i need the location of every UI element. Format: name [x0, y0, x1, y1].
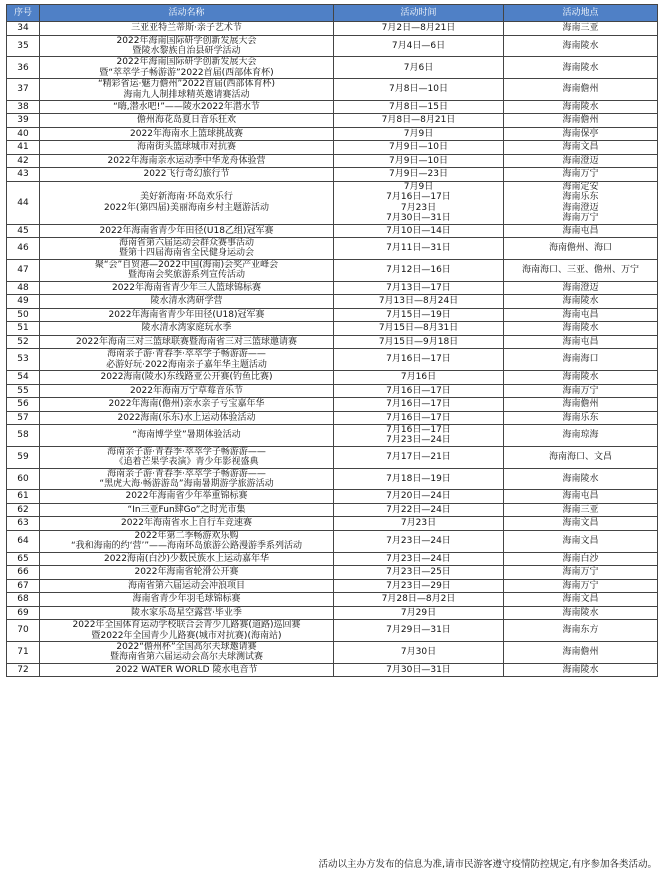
- row-number: 64: [7, 530, 40, 552]
- row-event-name: 2022飞行奇幻旅行节: [40, 168, 334, 182]
- row-event-place: 海南万宁: [504, 579, 658, 593]
- row-event-place: 海南陵水: [504, 663, 658, 677]
- row-event-place: 海南陵水: [504, 57, 658, 79]
- footer-note: 活动以主办方发布的信息为准,请市民游客遵守疫情防控规定,有序参加各类活动。: [318, 859, 657, 870]
- row-event-time: 7月12日—16日: [334, 259, 504, 281]
- row-number: 50: [7, 308, 40, 322]
- row-number: 44: [7, 181, 40, 224]
- table-row: [7, 468, 658, 490]
- row-event-name: 2022年海南省轮滑公开赛: [40, 566, 334, 580]
- row-event-time: 7月10日—14日: [334, 224, 504, 238]
- row-event-name: 2022年海南省青少年田径(U18)冠军赛: [40, 308, 334, 322]
- table-row: [7, 224, 658, 238]
- table-row: [7, 517, 658, 531]
- row-event-name: 2022年第二季畅游欢乐购 “我和海南的约‘营’”——海南环岛旅游公路漫游季系列活动: [40, 530, 334, 552]
- row-event-name: 美好新海南·环岛欢乐行 2022年(第四届)美丽海南乡村主题游活动: [40, 181, 334, 224]
- row-number: 46: [7, 238, 40, 260]
- event-table: [6, 4, 658, 677]
- row-number: 71: [7, 642, 40, 664]
- table-row: [7, 566, 658, 580]
- row-number: 49: [7, 295, 40, 309]
- row-event-name: 2022年海南水上篮球挑战赛: [40, 127, 334, 141]
- table-row: [7, 620, 658, 642]
- row-number: 51: [7, 322, 40, 336]
- row-number: 62: [7, 503, 40, 517]
- row-number: 57: [7, 411, 40, 425]
- row-event-time: 7月2日—8月21日: [334, 22, 504, 36]
- row-number: 42: [7, 154, 40, 168]
- row-event-place: 海南海口、文昌: [504, 446, 658, 468]
- header-event-time: 活动时间: [334, 5, 504, 22]
- table-row: [7, 579, 658, 593]
- row-number: 65: [7, 552, 40, 566]
- row-number: 60: [7, 468, 40, 490]
- row-event-time: 7月23日—29日: [334, 579, 504, 593]
- row-event-name: 陵水家乐岛星空露营·毕业季: [40, 606, 334, 620]
- row-event-time: 7月8日—10日: [334, 79, 504, 101]
- table-row: [7, 530, 658, 552]
- row-event-name: 2022年海南省青少年田径(U18乙组)冠军赛: [40, 224, 334, 238]
- row-event-place: 海南屯昌: [504, 224, 658, 238]
- row-event-name: 海南亲子游·青春季·萃萃学子畅游游—— 《追着芒果学表演》青少年影视盛典: [40, 446, 334, 468]
- row-event-time: 7月8日—8月21日: [334, 114, 504, 128]
- table-row: [7, 35, 658, 57]
- row-event-place: 海南陵水: [504, 35, 658, 57]
- row-event-name: 2022海南(陵水)东线路亚公开赛(钓鱼比赛): [40, 371, 334, 385]
- row-number: 34: [7, 22, 40, 36]
- table-row: [7, 593, 658, 607]
- row-event-place: 海南三亚: [504, 503, 658, 517]
- table-row: [7, 114, 658, 128]
- row-event-place: 海南琼海: [504, 425, 658, 447]
- row-event-time: 7月20日—24日: [334, 490, 504, 504]
- row-number: 39: [7, 114, 40, 128]
- row-event-name: 海南街头篮球城市对抗赛: [40, 141, 334, 155]
- row-event-place: 海南陵水: [504, 322, 658, 336]
- table-row: [7, 398, 658, 412]
- row-number: 52: [7, 335, 40, 349]
- row-event-time: 7月23日—25日: [334, 566, 504, 580]
- row-event-time: 7月9日—10日: [334, 141, 504, 155]
- row-event-name: “精彩省运·魅力儋州”2022首届(西部体育杯) 海南九人制排球精英邀请赛活动: [40, 79, 334, 101]
- row-event-name: 2022 WATER WORLD 陵水电音节: [40, 663, 334, 677]
- table-row: [7, 238, 658, 260]
- table-row: [7, 281, 658, 295]
- row-event-place: 海南海口、三亚、儋州、万宁: [504, 259, 658, 281]
- table-row: [7, 446, 658, 468]
- row-number: 56: [7, 398, 40, 412]
- row-event-name: 2022年海南亲水运动季中华龙舟体验营: [40, 154, 334, 168]
- row-number: 69: [7, 606, 40, 620]
- row-event-time: 7月16日: [334, 371, 504, 385]
- table-row: [7, 552, 658, 566]
- row-number: 68: [7, 593, 40, 607]
- row-number: 58: [7, 425, 40, 447]
- row-event-place: 海南文昌: [504, 530, 658, 552]
- row-event-place: 海南东方: [504, 620, 658, 642]
- table-row: [7, 411, 658, 425]
- row-event-name: 2022海南(白沙)少数民族水上运动嘉年华: [40, 552, 334, 566]
- row-event-time: 7月6日: [334, 57, 504, 79]
- row-event-name: “In三亚Fun肆Go”之时光市集: [40, 503, 334, 517]
- table-body: [7, 22, 658, 677]
- row-event-place: 海南海口: [504, 349, 658, 371]
- row-event-name: “海南博学堂”暑期体验活动: [40, 425, 334, 447]
- row-event-name: 2022年海南省水上自行车竞速赛: [40, 517, 334, 531]
- row-event-name: 儋州海花岛夏日音乐狂欢: [40, 114, 334, 128]
- row-number: 59: [7, 446, 40, 468]
- row-event-time: 7月22日—24日: [334, 503, 504, 517]
- row-event-time: 7月18日—19日: [334, 468, 504, 490]
- row-event-name: 三亚亚特兰蒂斯·亲子艺术节: [40, 22, 334, 36]
- row-number: 35: [7, 35, 40, 57]
- table-row: [7, 168, 658, 182]
- row-number: 67: [7, 579, 40, 593]
- row-number: 43: [7, 168, 40, 182]
- row-event-time: 7月23日: [334, 517, 504, 531]
- row-event-time: 7月29日—31日: [334, 620, 504, 642]
- table-row: [7, 181, 658, 224]
- row-event-time: 7月16日—17日: [334, 411, 504, 425]
- row-event-time: 7月30日—31日: [334, 663, 504, 677]
- row-number: 54: [7, 371, 40, 385]
- table-row: [7, 425, 658, 447]
- row-event-time: 7月15日—19日: [334, 308, 504, 322]
- row-event-place: 海南文昌: [504, 517, 658, 531]
- row-event-place: 海南文昌: [504, 593, 658, 607]
- table-row: [7, 141, 658, 155]
- row-event-name: 2022年海南国际研学创新发展大会 暨陵水黎族自治县研学活动: [40, 35, 334, 57]
- row-event-time: 7月16日—17日: [334, 384, 504, 398]
- row-event-name: 2022年全国体育运动学校联合会青少儿路赛(道路)巡回赛 暨2022年全国青少儿路赛(城市对抗赛)(海南站): [40, 620, 334, 642]
- row-event-time: 7月16日—17日 7月23日—24日: [334, 425, 504, 447]
- row-event-place: 海南屯昌: [504, 308, 658, 322]
- row-number: 41: [7, 141, 40, 155]
- row-number: 36: [7, 57, 40, 79]
- row-event-time: 7月9日—10日: [334, 154, 504, 168]
- table-row: [7, 295, 658, 309]
- row-number: 61: [7, 490, 40, 504]
- row-event-place: 海南陵水: [504, 606, 658, 620]
- row-event-place: 海南儋州: [504, 114, 658, 128]
- row-event-time: 7月28日—8月2日: [334, 593, 504, 607]
- row-event-name: “嗨,潜水吧!”——陵水2022年潜水节: [40, 100, 334, 114]
- row-event-place: 海南陵水: [504, 468, 658, 490]
- row-number: 45: [7, 224, 40, 238]
- row-event-name: 2022年海南万宁草莓音乐节: [40, 384, 334, 398]
- row-event-time: 7月30日: [334, 642, 504, 664]
- row-event-time: 7月23日—24日: [334, 552, 504, 566]
- header-event-place: 活动地点: [504, 5, 658, 22]
- row-event-name: 海南省第六届运动会冲浪项目: [40, 579, 334, 593]
- row-number: 63: [7, 517, 40, 531]
- row-event-place: 海南儋州: [504, 79, 658, 101]
- row-number: 70: [7, 620, 40, 642]
- row-number: 40: [7, 127, 40, 141]
- row-number: 66: [7, 566, 40, 580]
- row-event-place: 海南万宁: [504, 384, 658, 398]
- row-event-name: 海南亲子游·青春季·萃萃学子畅游游—— 必游好玩·2022海南亲子嘉年华主题活动: [40, 349, 334, 371]
- table-row: [7, 349, 658, 371]
- table-row: [7, 22, 658, 36]
- row-event-name: 2022年海南省青少年三人篮球锦标赛: [40, 281, 334, 295]
- row-event-place: 海南文昌: [504, 141, 658, 155]
- row-event-place: 海南儋州: [504, 398, 658, 412]
- row-event-time: 7月4日—6日: [334, 35, 504, 57]
- row-event-place: 海南陵水: [504, 100, 658, 114]
- table-row: [7, 154, 658, 168]
- row-event-place: 海南澄迈: [504, 281, 658, 295]
- row-event-time: 7月17日—21日: [334, 446, 504, 468]
- row-number: 47: [7, 259, 40, 281]
- row-event-place: 海南万宁: [504, 168, 658, 182]
- row-event-place: 海南三亚: [504, 22, 658, 36]
- row-event-place: 海南儋州、海口: [504, 238, 658, 260]
- table-row: [7, 322, 658, 336]
- row-event-time: 7月9日—23日: [334, 168, 504, 182]
- row-event-place: 海南乐东: [504, 411, 658, 425]
- row-event-place: 海南定安 海南乐东 海南澄迈 海南万宁: [504, 181, 658, 224]
- table-row: [7, 335, 658, 349]
- row-event-place: 海南屯昌: [504, 490, 658, 504]
- row-number: 38: [7, 100, 40, 114]
- row-event-name: 陵水清水湾家庭玩水季: [40, 322, 334, 336]
- row-event-name: 海南省青少年羽毛球锦标赛: [40, 593, 334, 607]
- table-row: [7, 127, 658, 141]
- row-event-time: 7月13日—17日: [334, 281, 504, 295]
- row-event-place: 海南陵水: [504, 295, 658, 309]
- table-header-row: [7, 5, 658, 22]
- table-row: [7, 490, 658, 504]
- row-number: 48: [7, 281, 40, 295]
- row-event-place: 海南保亭: [504, 127, 658, 141]
- row-event-time: 7月15日—9月18日: [334, 335, 504, 349]
- row-event-name: 2022年海南国际研学创新发展大会 暨“萃萃学子畅游游”2022首届(西部体育杯): [40, 57, 334, 79]
- table-row: [7, 259, 658, 281]
- table-row: [7, 642, 658, 664]
- row-event-time: 7月15日—8月31日: [334, 322, 504, 336]
- table-row: [7, 371, 658, 385]
- row-number: 37: [7, 79, 40, 101]
- row-event-name: 2022年海南三对三篮球联赛暨海南省三对三篮球邀请赛: [40, 335, 334, 349]
- event-table-container: [6, 4, 657, 677]
- row-event-time: 7月9日: [334, 127, 504, 141]
- table-row: [7, 308, 658, 322]
- row-event-time: 7月9日 7月16日—17日 7月23日 7月30日—31日: [334, 181, 504, 224]
- header-number: 序号: [7, 5, 40, 22]
- table-row: [7, 100, 658, 114]
- row-number: 55: [7, 384, 40, 398]
- row-number: 53: [7, 349, 40, 371]
- row-event-place: 海南儋州: [504, 642, 658, 664]
- row-event-time: 7月8日—15日: [334, 100, 504, 114]
- table-row: [7, 384, 658, 398]
- row-event-place: 海南白沙: [504, 552, 658, 566]
- table-row: [7, 503, 658, 517]
- row-event-name: 陵水清水湾研学营: [40, 295, 334, 309]
- table-row: [7, 79, 658, 101]
- row-event-time: 7月11日—31日: [334, 238, 504, 260]
- row-number: 72: [7, 663, 40, 677]
- row-event-name: 海南省第六届运动会群众赛事活动 暨第十四届海南省全民健身运动会: [40, 238, 334, 260]
- row-event-time: 7月13日—8月24日: [334, 295, 504, 309]
- row-event-name: 聚“会”自贸港—2022中国(海南)会奖产业峰会 暨海南会奖旅游系列宣传活动: [40, 259, 334, 281]
- row-event-time: 7月29日: [334, 606, 504, 620]
- row-event-name: 2022海南(乐东)水上运动体验活动: [40, 411, 334, 425]
- row-event-name: 2022年海南省少年举重锦标赛: [40, 490, 334, 504]
- row-event-name: 2022年海南(儋州)亲水亲子亏宝嘉年华: [40, 398, 334, 412]
- table-row: [7, 606, 658, 620]
- row-event-place: 海南陵水: [504, 371, 658, 385]
- row-event-time: 7月16日—17日: [334, 398, 504, 412]
- row-event-place: 海南万宁: [504, 566, 658, 580]
- header-event-name: 活动名称: [40, 5, 334, 22]
- table-row: [7, 57, 658, 79]
- row-event-place: 海南澄迈: [504, 154, 658, 168]
- row-event-time: 7月23日—24日: [334, 530, 504, 552]
- table-row: [7, 663, 658, 677]
- row-event-name: 海南亲子游·青春季·萃萃学子畅游游—— “黑虎大海·畅游游岛”海南暑期游学旅游活动: [40, 468, 334, 490]
- row-event-name: 2022“儋州杯”全国高尔夫球邀请赛 暨海南省第六届运动会高尔夫球测试赛: [40, 642, 334, 664]
- row-event-time: 7月16日—17日: [334, 349, 504, 371]
- row-event-place: 海南屯昌: [504, 335, 658, 349]
